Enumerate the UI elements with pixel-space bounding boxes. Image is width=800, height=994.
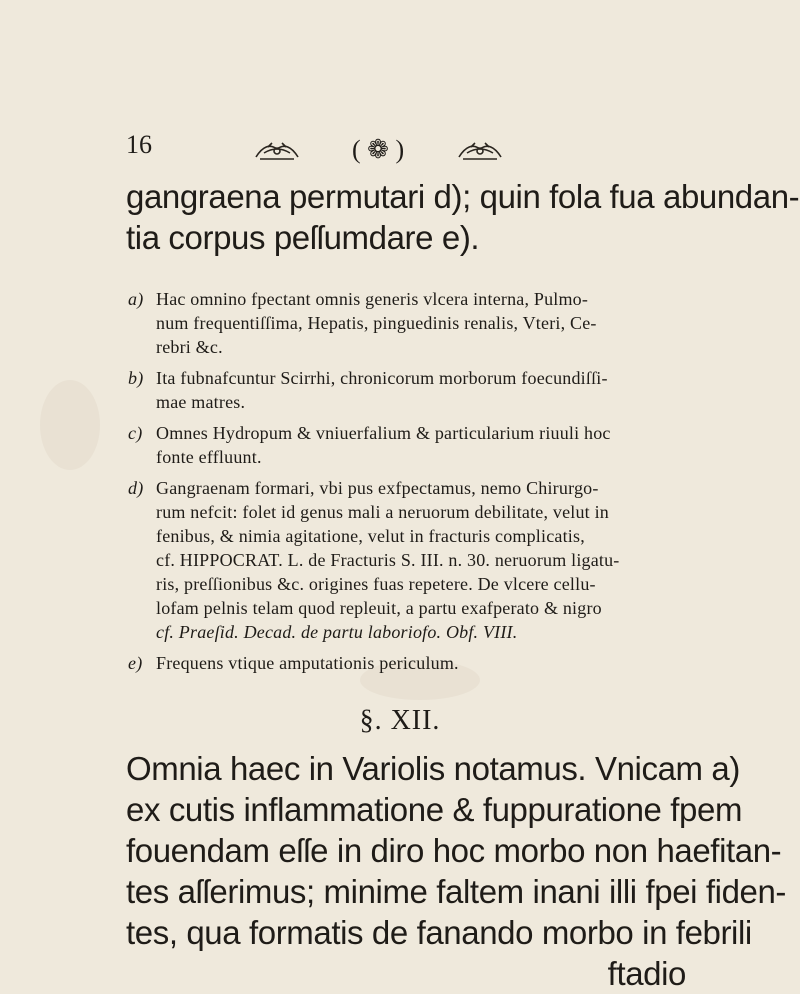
intro-line: gangraena permutari d); quin fola fua abundan-: [126, 178, 800, 215]
footnote-line: Hac omnino fpectant omnis generis vlcera interna, Pulmo-: [156, 289, 589, 309]
footnote-a: [128, 287, 688, 359]
body-line: fouendam eſſe in diro hoc morbo non haefitan-: [126, 832, 782, 869]
footnote-marker: e): [128, 653, 143, 673]
body-paragraph: [126, 748, 787, 994]
footnote-c: [128, 421, 688, 469]
body-line: Omnia haec in Variolis notamus. Vnicam a): [126, 750, 740, 787]
central-ornament: ( ❁ ): [352, 135, 405, 164]
footnote-line: Frequens vtique amputationis periculum.: [156, 653, 459, 673]
footnote-line: num frequentiſſima, Hepatis, pinguedinis renalis, Vteri, Ce-: [156, 313, 597, 333]
footnote-e: [128, 651, 688, 675]
body-line: tes aſſerimus; minime faltem inani illi fpei fiden-: [126, 873, 787, 910]
footnote-line: lofam pelnis telam quod repleuit, a partu exafperato & nigro: [156, 598, 602, 618]
footnote-marker: d): [128, 478, 144, 498]
footnote-line: rum nefcit: folet id genus mali a neruorum debilitate, velut in: [156, 502, 609, 522]
footnote-line: cf. Praeſid. Decad. de partu laboriofo. Obf. VIII.: [156, 622, 518, 642]
body-line: tes, qua formatis de fanando morbo in febrili: [126, 914, 752, 951]
footnote-line: Gangraenam formari, vbi pus exfpectamus, nemo Chirurgo-: [156, 478, 599, 498]
footnote-marker: c): [128, 423, 143, 443]
footnote-line: rebri &c.: [156, 337, 223, 357]
intro-paragraph: [126, 176, 800, 258]
footnote-marker: a): [128, 289, 144, 309]
footnote-line: cf. HIPPOCRAT. L. de Fracturis S. III. n. 30. neruorum ligatu-: [156, 550, 620, 570]
left-ornament-icon: [254, 136, 300, 164]
body-line: ex cutis inflammatione & fuppuratione fpem: [126, 791, 743, 828]
footnote-b: [128, 366, 688, 414]
right-ornament-icon: [457, 136, 503, 164]
footnote-line: fonte effluunt.: [156, 447, 262, 467]
footnote-marker: b): [128, 368, 144, 388]
paper-stain: [40, 380, 100, 470]
footnote-line: fenibus, & nimia agitatione, velut in fracturis complicatis,: [156, 526, 585, 546]
section-heading: §. XII.: [359, 705, 441, 736]
page-header: [0, 130, 800, 170]
footnote-line: Omnes Hydropum & vniuerfalium & particularium riuuli hoc: [156, 423, 611, 443]
footnote-line: ris, preſſionibus &c. origines fuas repetere. De vlcere cellu-: [156, 574, 596, 594]
page-number: 16: [126, 130, 152, 159]
intro-line: tia corpus peſſumdare e).: [126, 219, 480, 256]
footnote-d: [128, 476, 688, 644]
body-last-line: ftadio: [607, 955, 686, 992]
footnotes: [128, 287, 688, 682]
footnote-line: mae matres.: [156, 392, 246, 412]
footnote-line: Ita fubnafcuntur Scirrhi, chronicorum morborum foecundiſſi-: [156, 368, 608, 388]
